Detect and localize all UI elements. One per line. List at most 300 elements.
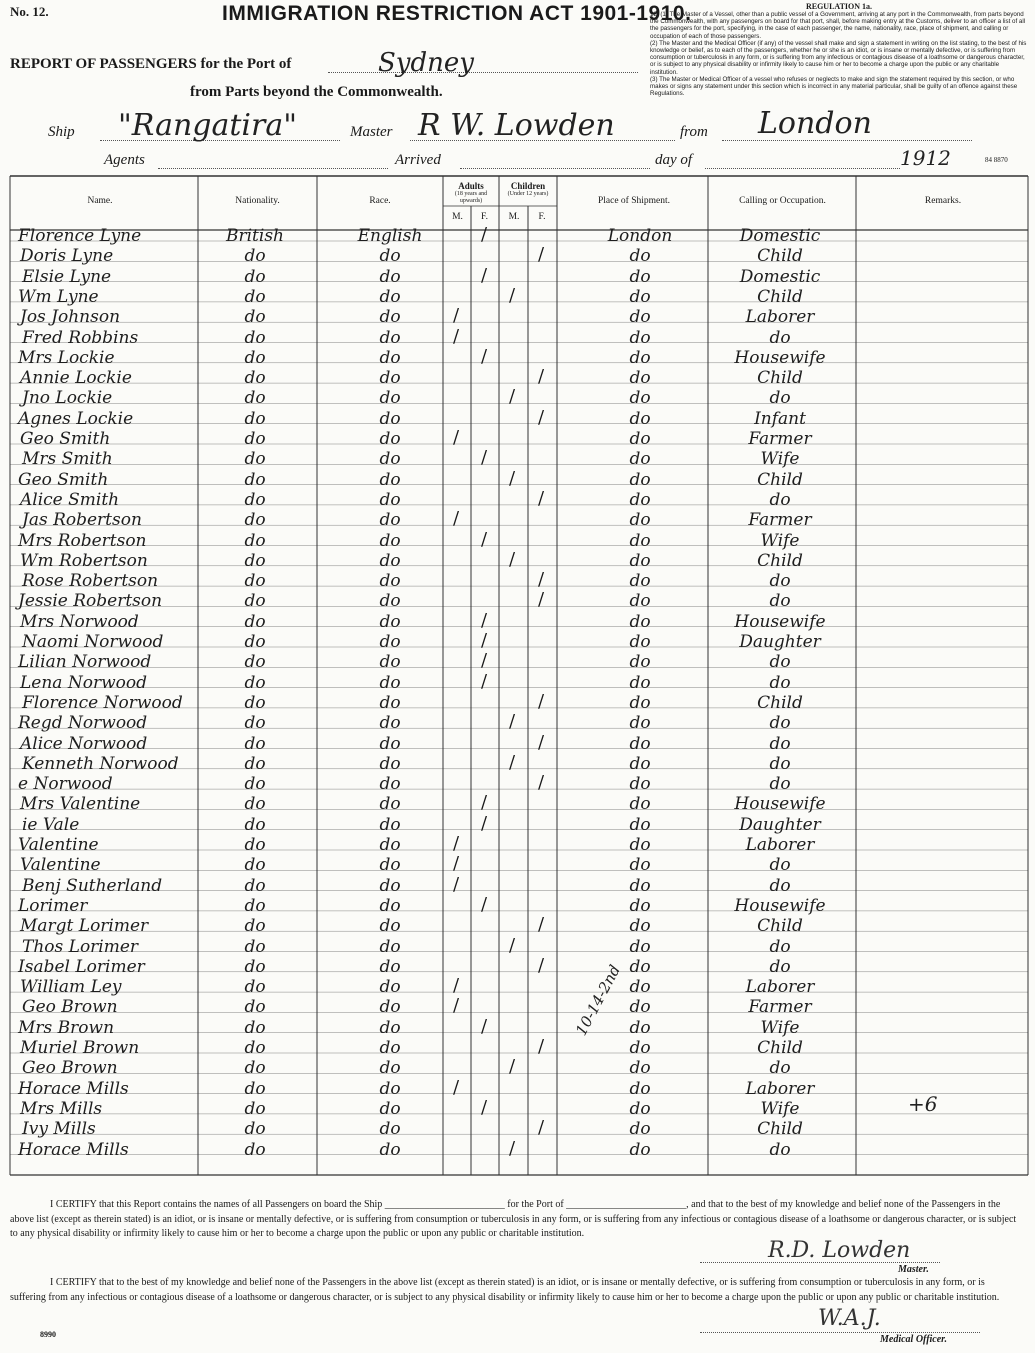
passenger-count-mark: / <box>538 914 545 936</box>
passenger-name: Lorimer <box>18 895 88 916</box>
passenger-place-of-shipment: do <box>629 814 651 835</box>
passenger-name: Geo Brown <box>22 997 118 1018</box>
passenger-race: do <box>379 368 401 389</box>
passenger-calling: Housewife <box>734 611 826 632</box>
passenger-race: do <box>379 652 401 673</box>
passenger-nationality: do <box>244 652 266 673</box>
passenger-count-mark: / <box>538 690 545 712</box>
passenger-nationality: do <box>244 632 266 652</box>
passenger-nationality: do <box>244 530 266 551</box>
passenger-nationality: British <box>226 226 284 246</box>
passenger-name: Lena Norwood <box>20 672 147 693</box>
passenger-calling: Farmer <box>748 429 812 449</box>
passenger-count-mark: / <box>453 427 460 448</box>
passenger-name: Alice Smith <box>20 489 120 510</box>
passenger-place-of-shipment: do <box>629 855 651 876</box>
passenger-place-of-shipment: do <box>629 895 651 916</box>
passenger-place-of-shipment: do <box>629 1119 651 1140</box>
passenger-count-mark: / <box>538 1036 545 1057</box>
passenger-race: do <box>379 1139 401 1160</box>
passenger-nationality: do <box>244 327 266 348</box>
passenger-calling: Farmer <box>748 510 812 531</box>
arrived-label: Arrived <box>395 152 441 168</box>
col-header-child-m: M. <box>508 212 520 222</box>
passenger-race: do <box>379 632 401 652</box>
passenger-place-of-shipment: do <box>629 753 651 774</box>
passenger-place-of-shipment: do <box>629 977 651 998</box>
passenger-name: ie Vale <box>22 814 80 835</box>
passenger-calling: do <box>769 652 791 673</box>
passenger-place-of-shipment: do <box>629 571 651 592</box>
passenger-race: do <box>379 936 401 957</box>
port-value: Sydney <box>378 48 474 78</box>
passenger-name: Valentine <box>20 855 101 876</box>
passenger-race: do <box>379 449 401 470</box>
passenger-calling: do <box>769 733 791 754</box>
col-header-place: Place of Shipment. <box>597 196 671 206</box>
passenger-name: Muriel Brown <box>20 1038 140 1058</box>
passenger-count-mark: / <box>509 467 516 489</box>
passenger-name: Wm Lyne <box>18 286 99 307</box>
passenger-race: do <box>379 1017 401 1038</box>
passenger-calling: do <box>769 956 791 977</box>
passenger-place-of-shipment: do <box>629 956 651 977</box>
ship-value: "Rangatira" <box>118 108 298 143</box>
regulation-paragraph: (2) The Master and the Medical Officer (if any) of the vessel shall make and sign a statement in writing on the list stating, to the best of his knowledge or belief, as to each of the passengers, whether he or she is an idiot, or is insane or mentally defective, or is suffering from consumption or tuberculosis in any form, or is suffering from any infectious or contagious disease of a loathsome or dangerous character, or is subject to any physical disability or infirmity likely to cause him or her to become a charge upon the public or any charitable institution. <box>650 39 1027 76</box>
passenger-calling: Child <box>757 550 803 571</box>
passenger-nationality: do <box>244 956 266 977</box>
passenger-nationality: do <box>244 368 266 389</box>
passenger-calling: Wife <box>760 530 800 551</box>
master-signature: R.D. Lowden <box>768 1238 911 1263</box>
col-header-adults-sub: (18 years and upwards) <box>454 191 488 204</box>
passenger-count-mark: / <box>509 548 516 570</box>
passenger-race: do <box>379 530 401 551</box>
passenger-count-mark: / <box>538 1117 545 1139</box>
passenger-nationality: do <box>244 1038 266 1058</box>
passenger-count-mark: / <box>481 792 488 814</box>
passenger-name: Horace Mills <box>18 1078 129 1099</box>
passenger-race: do <box>379 794 401 815</box>
passenger-calling: Wife <box>760 449 800 470</box>
passenger-calling: Laborer <box>745 977 815 998</box>
passenger-nationality: do <box>244 388 266 409</box>
remark-mark: +6 <box>908 1092 938 1116</box>
passenger-calling: do <box>769 1058 791 1079</box>
form-number: No. 12. <box>10 4 49 19</box>
passenger-race: do <box>379 266 401 287</box>
passenger-race: do <box>379 956 401 977</box>
passenger-calling: Child <box>757 246 803 267</box>
passenger-place-of-shipment: London <box>607 226 673 246</box>
passenger-place-of-shipment: do <box>629 429 651 449</box>
passenger-name: Geo Smith <box>20 429 111 449</box>
passenger-calling: Farmer <box>748 997 812 1018</box>
passenger-count-mark: / <box>481 670 488 692</box>
passenger-count-mark: / <box>538 569 545 591</box>
passenger-calling: Laborer <box>745 1078 815 1099</box>
passenger-place-of-shipment: do <box>629 794 651 815</box>
passenger-race: do <box>379 1119 401 1140</box>
passenger-calling: do <box>769 753 791 774</box>
passenger-name: Jno Lockie <box>22 388 113 409</box>
passenger-race: do <box>379 286 401 307</box>
passenger-count-mark: / <box>481 893 488 915</box>
passenger-race: do <box>379 1038 401 1058</box>
passenger-race: do <box>379 997 401 1018</box>
passenger-count-mark: / <box>509 711 516 733</box>
passenger-calling: do <box>769 1139 791 1160</box>
passenger-race: do <box>379 1098 401 1119</box>
passenger-place-of-shipment: do <box>629 652 651 673</box>
col-header-adult-m: M. <box>452 212 463 222</box>
passenger-race: do <box>379 672 401 693</box>
passenger-place-of-shipment: do <box>629 591 651 612</box>
passenger-nationality: do <box>244 429 266 449</box>
regulation-paragraph: 12. (1) The Master of a Vessel, other than a public vessel of a Government, arriving at any port in the Commonwealth, from parts beyond the Commonwealth, with any passengers on board for that port, shall, before making entry at the Customs, deliver to an officer a list of all the passengers for the port, specifying, in the case of each passenger, the name, nationality, race, place of shipment, and calling or occupation of each of those passengers. <box>650 11 1026 40</box>
passenger-race: do <box>379 429 401 449</box>
passenger-race: do <box>379 489 401 510</box>
passenger-count-mark: / <box>538 954 545 976</box>
year-value: 1912 <box>900 146 951 170</box>
passenger-nationality: do <box>244 266 266 287</box>
passenger-name: e Norwood <box>18 774 113 795</box>
passenger-count-mark: / <box>453 508 460 530</box>
footer-code: 8990 <box>40 1330 56 1339</box>
passenger-name: William Ley <box>20 977 122 998</box>
passenger-race: do <box>379 1058 401 1079</box>
passenger-nationality: do <box>244 794 266 815</box>
passenger-calling: Child <box>757 286 803 307</box>
passenger-race: do <box>379 733 401 754</box>
passenger-name: Jessie Robertson <box>18 591 163 612</box>
passenger-race: do <box>379 591 401 612</box>
passenger-nationality: do <box>244 347 266 368</box>
passenger-count-mark: / <box>538 772 545 794</box>
passenger-calling: Daughter <box>739 632 821 652</box>
passenger-race: do <box>379 855 401 876</box>
form-code: 84 8870 <box>985 156 1008 164</box>
passenger-name: Florence Norwood <box>22 692 183 713</box>
passenger-nationality: do <box>244 611 266 632</box>
passenger-race: do <box>379 916 401 937</box>
passenger-race: do <box>379 611 401 632</box>
passenger-count-mark: / <box>481 224 488 245</box>
regulation-paragraph: (3) The Master or Medical Officer of a vessel who refuses or neglects to make and sign the statement required by this section, or who makes or signs any statement under this section which is incorrect in any material particular, shall be guilty of an offence against these Regulations. <box>650 75 1018 98</box>
passenger-name: Geo Smith <box>18 469 109 490</box>
passenger-name: Mrs Mills <box>20 1098 103 1119</box>
passenger-place-of-shipment: do <box>629 327 651 348</box>
passenger-calling: Infant <box>754 408 806 429</box>
passenger-count-mark: / <box>538 406 545 428</box>
passenger-calling: Child <box>757 469 803 490</box>
passenger-count-mark: / <box>481 1015 488 1037</box>
passenger-race: do <box>379 1078 401 1099</box>
passenger-calling: Domestic <box>739 226 821 246</box>
passenger-nationality: do <box>244 408 266 429</box>
passenger-race: do <box>379 774 401 795</box>
passenger-nationality: do <box>244 814 266 835</box>
passenger-name: Mrs Lockie <box>18 347 115 368</box>
passenger-calling: do <box>769 713 791 734</box>
passenger-place-of-shipment: do <box>629 1098 651 1119</box>
passenger-race: do <box>379 408 401 429</box>
passenger-place-of-shipment: do <box>629 368 651 389</box>
passenger-nationality: do <box>244 1119 266 1140</box>
medical-signature-label: Medical Officer. <box>880 1334 948 1345</box>
passenger-name: Margt Lorimer <box>20 916 149 937</box>
passenger-name: Naomi Norwood <box>22 632 164 652</box>
passenger-place-of-shipment: do <box>629 347 651 368</box>
master-certificate: I CERTIFY that this Report contains the names of all Passengers on board the Ship ________________________ for the Port of ________________________, and that to the best of my knowledge and belief none of the Passengers in the above list (except as therein stated) is an idiot, or is insane or mentally defective, or is suffering from consumption or tuberculosis in any form, or is suffering from any infectious or contagious disease of a loathsome or dangerous character, or is subject to any physical disability or infirmity likely to cause him or her to become a charge upon the public or upon any public or charitable institution. <box>10 1199 1017 1240</box>
passenger-calling: Housewife <box>734 895 826 916</box>
passenger-place-of-shipment: do <box>629 733 651 754</box>
passenger-count-mark: / <box>453 873 460 895</box>
passenger-nationality: do <box>244 591 266 612</box>
agents-label: Agents <box>104 152 145 168</box>
passenger-place-of-shipment: do <box>629 672 651 693</box>
passenger-nationality: do <box>244 855 266 876</box>
day-label: day of <box>655 152 693 168</box>
passenger-calling: Housewife <box>734 347 826 368</box>
passenger-place-of-shipment: do <box>629 388 651 409</box>
passenger-place-of-shipment: do <box>629 1058 651 1079</box>
passenger-name: Lilian Norwood <box>18 652 152 673</box>
col-header-name: Name. <box>87 196 113 206</box>
passenger-race: do <box>379 835 401 855</box>
col-header-children: Children <box>510 181 546 191</box>
passenger-name: Alice Norwood <box>20 733 148 754</box>
passenger-calling: Laborer <box>745 307 815 328</box>
passenger-nationality: do <box>244 1078 266 1099</box>
passenger-place-of-shipment: do <box>629 835 651 855</box>
passenger-nationality: do <box>244 550 266 571</box>
passenger-name: Mrs Valentine <box>20 794 141 815</box>
passenger-nationality: do <box>244 469 266 490</box>
passenger-place-of-shipment: do <box>629 611 651 632</box>
passenger-name: Rose Robertson <box>22 571 159 592</box>
passenger-place-of-shipment: do <box>629 774 651 795</box>
passenger-name: Valentine <box>18 835 99 855</box>
passenger-name: Mrs Brown <box>18 1017 115 1038</box>
passenger-place-of-shipment: do <box>629 692 651 713</box>
passenger-race: do <box>379 814 401 835</box>
passenger-calling: Housewife <box>734 794 826 815</box>
passenger-name: Annie Lockie <box>20 368 132 389</box>
passenger-nationality: do <box>244 835 266 855</box>
passenger-race: do <box>379 875 401 896</box>
passenger-count-mark: / <box>538 589 545 611</box>
passenger-nationality: do <box>244 753 266 774</box>
passenger-name: Doris Lyne <box>20 246 114 267</box>
passenger-calling: do <box>769 875 791 896</box>
master-signature-label: Master. <box>898 1264 929 1275</box>
passenger-name: Florence Lyne <box>18 226 142 246</box>
passenger-count-mark: / <box>481 528 488 550</box>
passenger-place-of-shipment: do <box>629 510 651 531</box>
passenger-name: Regd Norwood <box>18 713 148 734</box>
passenger-name: Thos Lorimer <box>22 936 139 957</box>
passenger-name: Wm Robertson <box>20 550 148 571</box>
passenger-place-of-shipment: do <box>629 1017 651 1038</box>
passenger-count-mark: / <box>509 934 516 956</box>
passenger-calling: Wife <box>760 1098 800 1119</box>
passenger-name: Horace Mills <box>18 1139 129 1160</box>
passenger-calling: do <box>769 388 791 409</box>
passenger-place-of-shipment: do <box>629 408 651 429</box>
passenger-race: do <box>379 895 401 916</box>
passenger-race: do <box>379 550 401 571</box>
passenger-nationality: do <box>244 571 266 592</box>
passenger-name: Mrs Norwood <box>20 611 139 632</box>
passenger-nationality: do <box>244 916 266 937</box>
passenger-nationality: do <box>244 449 266 470</box>
master-value: R W. Lowden <box>418 108 615 143</box>
col-header-nationality: Nationality. <box>235 196 280 206</box>
col-header-adults: Adults <box>458 181 484 191</box>
margin-date-annotation: 10-14-2nd <box>572 961 625 1039</box>
passenger-calling: Daughter <box>739 814 821 835</box>
medical-certificate: I CERTIFY that to the best of my knowledge and belief none of the Passengers in the above list (except as therein stated) is an idiot, or is insane or mentally defective, or is suffering from consumption or tuberculosis in any form, or is suffering from any infectious or contagious disease of a loathsome or dangerous character, or is subject to any physical disability or infirmity likely to cause him or her to become a charge upon the public or upon any public or charitable institution. <box>10 1277 1000 1303</box>
passenger-nationality: do <box>244 1058 266 1079</box>
passenger-name: Mrs Robertson <box>18 530 147 551</box>
passenger-nationality: do <box>244 895 266 916</box>
passenger-count-mark: / <box>481 650 488 672</box>
report-heading: REPORT OF PASSENGERS for the Port of <box>10 56 292 72</box>
passenger-name: Agnes Lockie <box>18 408 134 429</box>
passenger-nationality: do <box>244 936 266 957</box>
passenger-calling: do <box>769 327 791 348</box>
passenger-place-of-shipment: do <box>629 632 651 652</box>
passenger-race: do <box>379 977 401 998</box>
passenger-calling: Child <box>757 1038 803 1058</box>
passenger-place-of-shipment: do <box>629 1078 651 1099</box>
passenger-place-of-shipment: do <box>629 997 651 1018</box>
passenger-place-of-shipment: do <box>629 1038 651 1058</box>
master-signature-line <box>700 1262 940 1263</box>
passenger-name: Benj Sutherland <box>22 875 163 896</box>
passenger-nationality: do <box>244 307 266 328</box>
passenger-place-of-shipment: do <box>629 936 651 957</box>
from-label: from <box>680 124 708 140</box>
passenger-calling: do <box>769 489 791 510</box>
passenger-calling: Domestic <box>739 266 821 287</box>
col-header-race: Race. <box>369 196 391 206</box>
passenger-race: do <box>379 510 401 531</box>
passenger-place-of-shipment: do <box>629 469 651 490</box>
passenger-name: Isabel Lorimer <box>18 956 145 977</box>
act-title: IMMIGRATION RESTRICTION ACT 1901-1910. <box>222 2 692 25</box>
passenger-count-mark: / <box>538 731 545 753</box>
passenger-name: Jos Johnson <box>20 307 121 328</box>
passenger-calling: Laborer <box>745 835 815 855</box>
passenger-nationality: do <box>244 692 266 713</box>
regulation-heading: REGULATION 1a. <box>805 2 873 11</box>
col-header-remarks: Remarks. <box>924 196 962 206</box>
ship-label: Ship <box>48 124 75 140</box>
passenger-name: Jas Robertson <box>22 510 142 531</box>
passenger-nationality: do <box>244 489 266 510</box>
passenger-nationality: do <box>244 1139 266 1160</box>
passenger-nationality: do <box>244 713 266 734</box>
passenger-nationality: do <box>244 733 266 754</box>
passenger-place-of-shipment: do <box>629 246 651 267</box>
passenger-calling: Child <box>757 916 803 937</box>
passenger-nationality: do <box>244 997 266 1018</box>
col-header-adult-f: F. <box>481 212 488 222</box>
passenger-calling: Child <box>757 1119 803 1140</box>
passenger-nationality: do <box>244 875 266 896</box>
passenger-calling: Wife <box>760 1017 800 1038</box>
passenger-count-mark: / <box>481 630 488 651</box>
passenger-calling: do <box>769 774 791 795</box>
passenger-calling: do <box>769 672 791 693</box>
passenger-place-of-shipment: do <box>629 530 651 551</box>
col-header-calling: Calling or Occupation. <box>739 196 826 206</box>
passenger-name: Mrs Smith <box>22 449 113 470</box>
passenger-calling: do <box>769 571 791 592</box>
passenger-count-mark: / <box>481 447 488 469</box>
passenger-count-mark: / <box>481 345 488 367</box>
passenger-place-of-shipment: do <box>629 916 651 937</box>
col-header-child-f: F. <box>538 212 546 222</box>
passenger-place-of-shipment: do <box>629 449 651 470</box>
passenger-count-mark: / <box>481 609 488 631</box>
passenger-place-of-shipment: do <box>629 550 651 571</box>
passenger-nationality: do <box>244 672 266 693</box>
passenger-place-of-shipment: do <box>629 1139 651 1160</box>
passenger-count-mark: / <box>453 305 460 327</box>
col-header-children-sub: (Under 12 years) <box>507 191 549 197</box>
passenger-calling: do <box>769 855 791 876</box>
passenger-count-mark: / <box>453 325 460 347</box>
passenger-race: do <box>379 692 401 713</box>
passenger-place-of-shipment: do <box>629 266 651 287</box>
passenger-race: do <box>379 327 401 348</box>
passenger-count-mark: / <box>453 1076 460 1098</box>
master-label: Master <box>350 124 393 140</box>
passenger-nationality: do <box>244 977 266 998</box>
passenger-count-mark: / <box>509 1056 516 1078</box>
passenger-count-mark: / <box>509 1137 516 1159</box>
passenger-count-mark: / <box>453 995 460 1017</box>
from-value: London <box>758 106 872 141</box>
passenger-name: Geo Brown <box>22 1058 118 1079</box>
passenger-count-mark: / <box>538 487 545 509</box>
passenger-name: Ivy Mills <box>22 1119 96 1140</box>
passenger-calling: do <box>769 936 791 957</box>
passenger-race: do <box>379 246 401 267</box>
passenger-nationality: do <box>244 774 266 795</box>
passenger-count-mark: / <box>481 1096 488 1118</box>
passenger-place-of-shipment: do <box>629 307 651 328</box>
passenger-place-of-shipment: do <box>629 713 651 734</box>
passenger-place-of-shipment: do <box>629 286 651 307</box>
passenger-race: English <box>357 226 423 246</box>
passenger-race: do <box>379 307 401 328</box>
passenger-count-mark: / <box>538 366 545 388</box>
from-parts-heading: from Parts beyond the Commonwealth. <box>190 84 443 100</box>
passenger-count-mark: / <box>453 833 460 854</box>
passenger-count-mark: / <box>481 264 488 286</box>
passenger-count-mark: / <box>509 751 516 773</box>
passenger-calling: Child <box>757 692 803 713</box>
passenger-calling: Child <box>757 368 803 389</box>
medical-signature-line <box>700 1332 980 1333</box>
passenger-nationality: do <box>244 1017 266 1038</box>
passenger-race: do <box>379 347 401 368</box>
passenger-calling: do <box>769 591 791 612</box>
